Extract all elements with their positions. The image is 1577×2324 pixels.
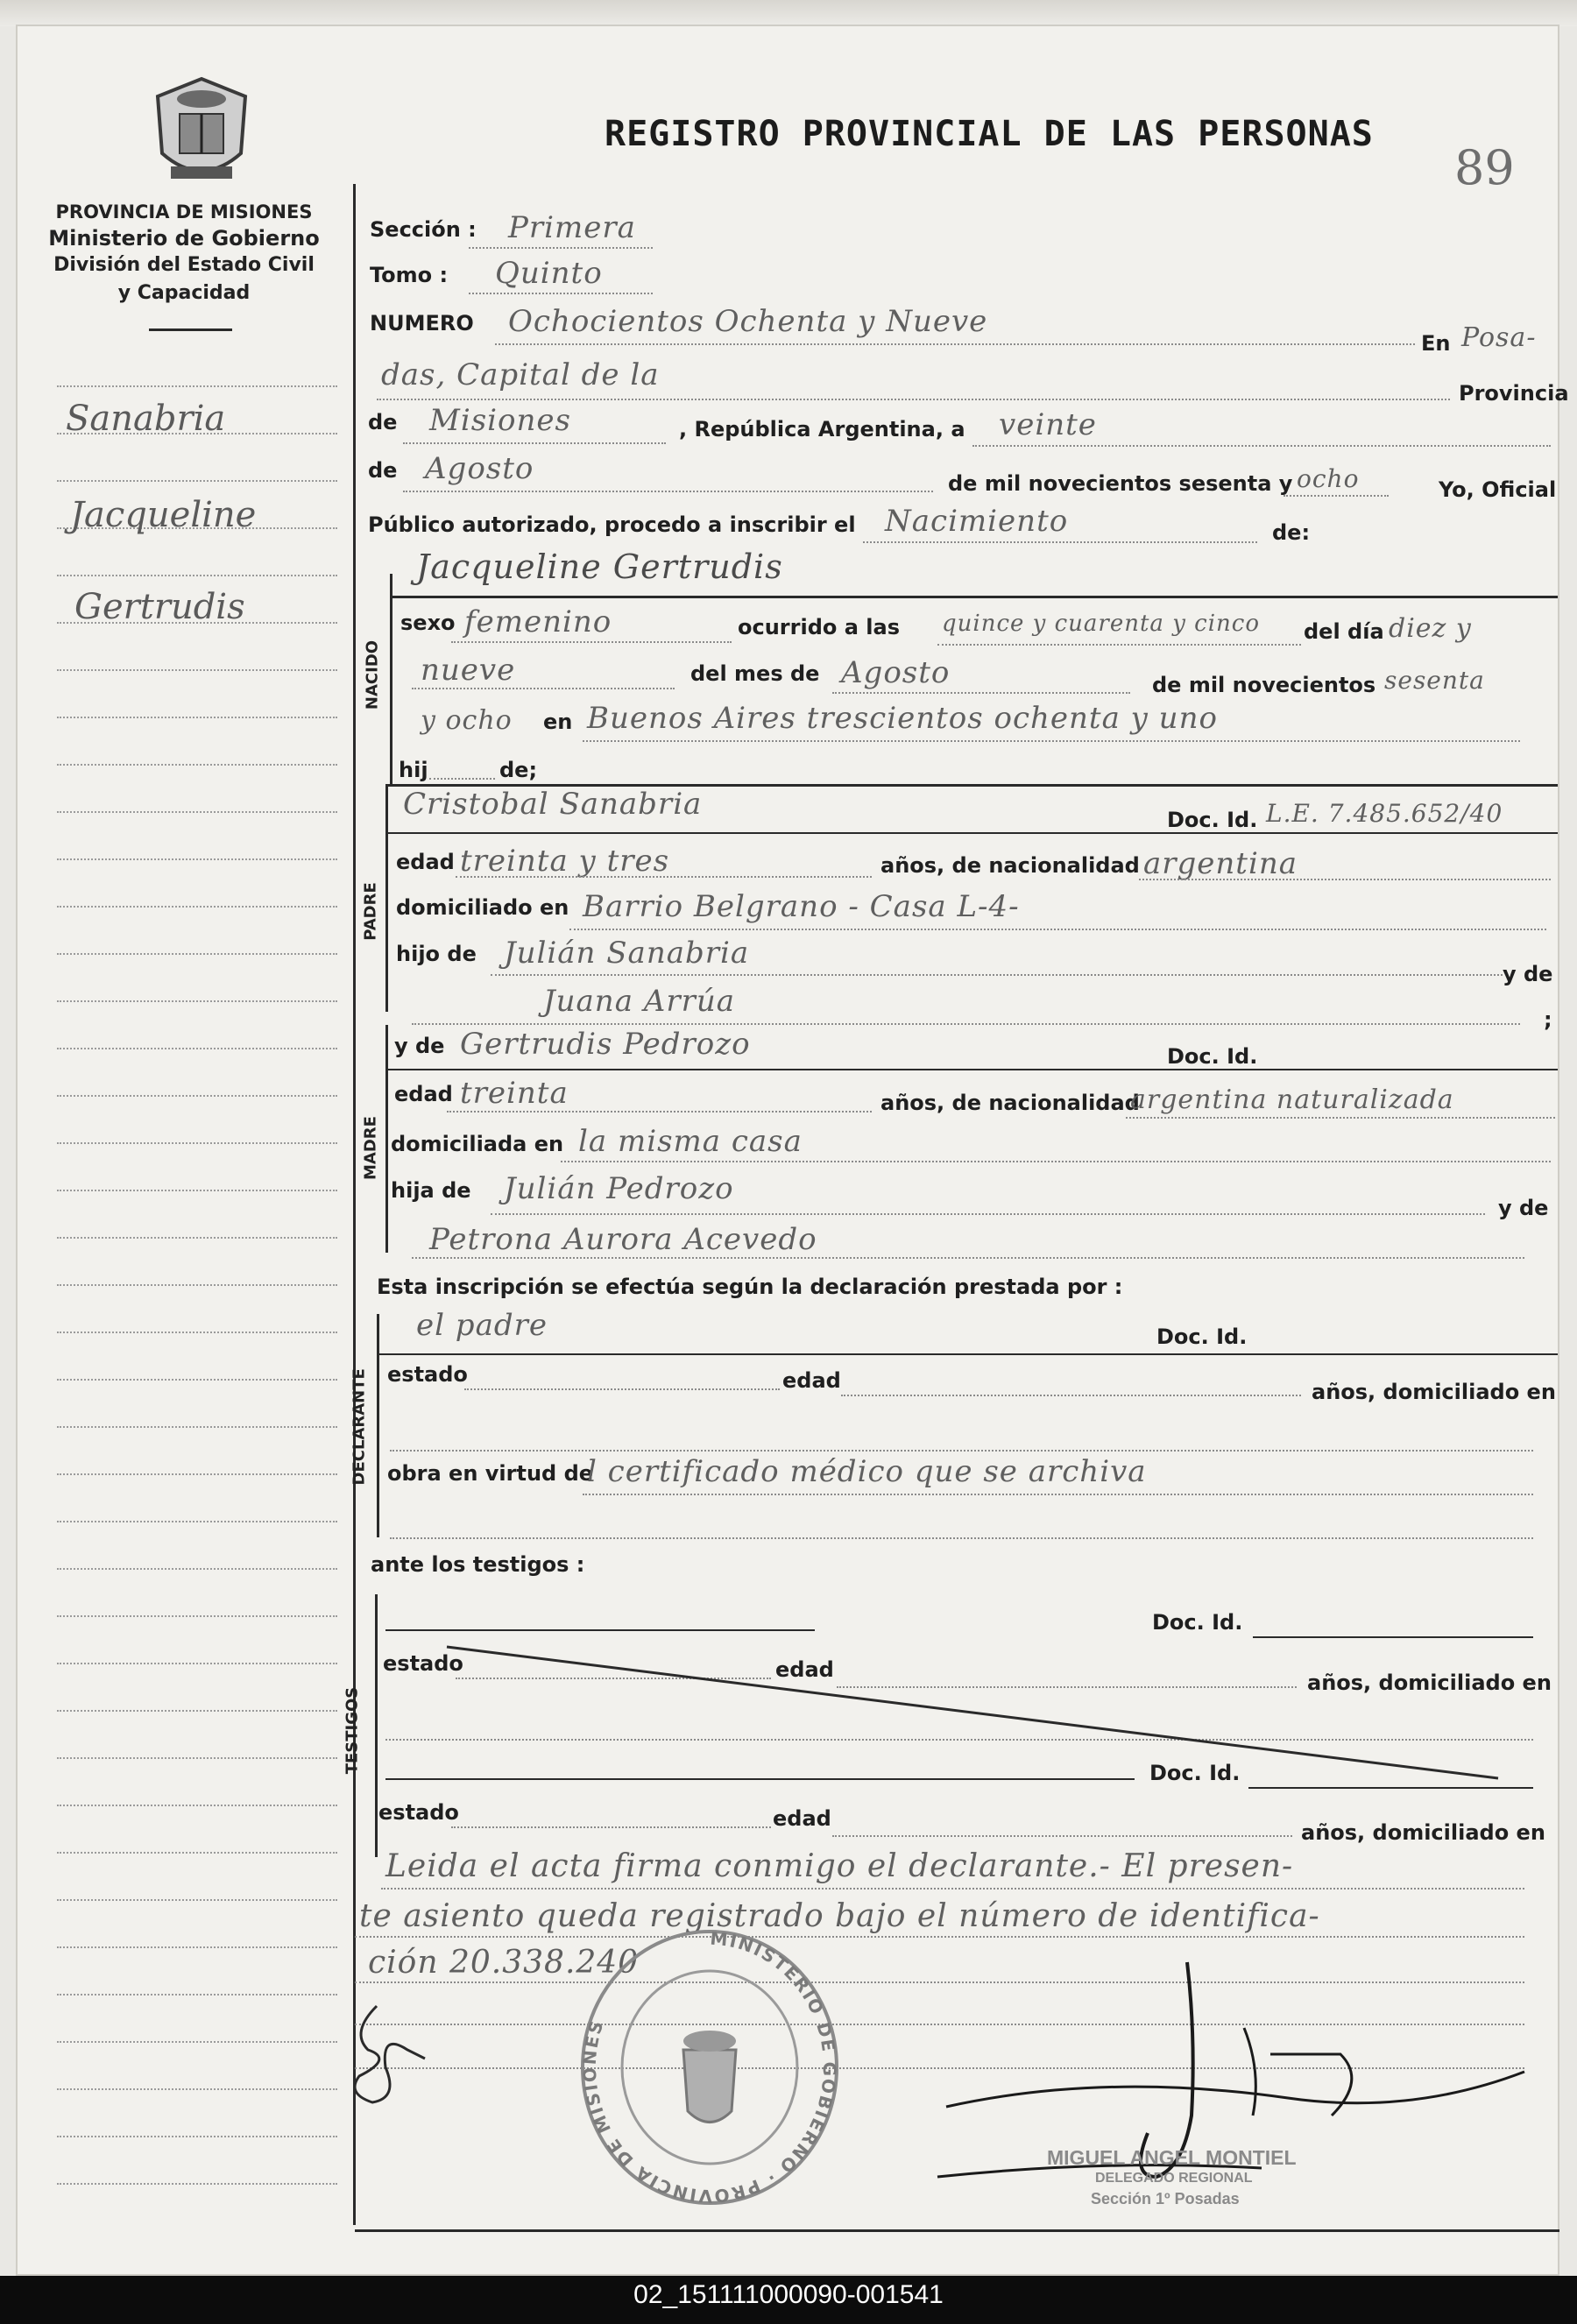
padre-edad-label: edad [396, 850, 455, 874]
dotted-line [456, 876, 872, 878]
capacity-name: y Capacidad [117, 282, 251, 304]
testigo2-edad-label: edad [773, 1806, 831, 1831]
testigo2-doc-label: Doc. Id. [1149, 1761, 1241, 1785]
padre-y-de-value: Juana Arrúa [543, 984, 736, 1019]
en-label: En [1421, 331, 1451, 356]
margin-dotted-line [57, 1568, 337, 1570]
declarante-estado-label: estado [387, 1362, 468, 1387]
dotted-line [583, 740, 1520, 742]
semicolon-label: ; [1544, 1007, 1552, 1032]
margin-dotted-line [57, 2136, 337, 2137]
testigo2-anos-label: años, domiciliado en [1301, 1820, 1545, 1845]
dotted-line [403, 491, 933, 492]
del-dia-label: del día [1304, 619, 1384, 644]
dotted-line [561, 1161, 1551, 1162]
margin-dotted-line [57, 575, 337, 576]
ciudad-cont: das, Capital de la [381, 357, 660, 392]
dotted-line [390, 1537, 1533, 1539]
margin-dotted-line [57, 1757, 337, 1759]
numero-value: Ochocientos Ochenta y Nueve [508, 304, 988, 339]
dia-value: veinte [999, 407, 1097, 442]
padre-domicilio-label: domiciliado en [396, 895, 569, 920]
dotted-line [495, 343, 1415, 345]
padre-doc-value: L.E. 7.485.652/40 [1266, 799, 1503, 828]
margin-dotted-line [57, 1805, 337, 1806]
closing-line-1: Leida el acta firma conmigo el declarante.- El presen- [385, 1848, 1294, 1884]
numero-label: NUMERO [370, 311, 474, 336]
madre-y-de-value: Petrona Aurora Acevedo [429, 1222, 817, 1257]
testigo1-anos-label: años, domiciliado en [1307, 1671, 1552, 1695]
dotted-line [412, 1023, 1520, 1025]
y-de-label: y de [1503, 962, 1553, 986]
del-mes-label: del mes de [690, 661, 820, 686]
madre-label: MADRE [361, 1116, 380, 1180]
section-rule [388, 832, 1558, 834]
sexo-value: femenino [464, 604, 612, 639]
margin-dotted-line [57, 1426, 337, 1428]
madre-y-de-label: y de [394, 1034, 445, 1058]
ocurrido-label: ocurrido a las [738, 615, 900, 639]
testigos-intro-label: ante los testigos : [371, 1552, 585, 1577]
padre-domicilio-value: Barrio Belgrano - Casa L-4- [583, 889, 1020, 924]
margin-dotted-line [57, 1521, 337, 1522]
officer-section: Sección 1º Posadas [1091, 2190, 1240, 2207]
mes-nac-value: Agosto [841, 655, 951, 690]
dotted-line [412, 1257, 1524, 1259]
seccion-value: Primera [508, 210, 636, 245]
margin-dotted-line [57, 1048, 337, 1049]
margin-dotted-line [57, 1663, 337, 1664]
section-bar [375, 1594, 378, 1857]
testigo-line [1248, 1787, 1533, 1789]
dotted-line [377, 399, 1450, 400]
declarante-doc-label: Doc. Id. [1156, 1324, 1248, 1349]
de-colon-label: de: [1272, 520, 1311, 545]
margin-surname: Sanabria [66, 399, 226, 439]
margin-dotted-line [57, 1852, 337, 1854]
section-rule [379, 1353, 1558, 1355]
dotted-line [464, 1388, 780, 1390]
section-bar [390, 574, 392, 784]
inscripcion-label: Esta inscripción se efectúa según la declaración prestada por : [377, 1275, 1123, 1299]
padre-nac-value: argentina [1143, 846, 1298, 881]
sexo-label: sexo [400, 611, 456, 635]
dia-nac-cont: nueve [421, 653, 516, 688]
hij-label: hij [399, 758, 428, 782]
dotted-line [1126, 1117, 1555, 1119]
dotted-line [972, 445, 1551, 447]
dotted-line [469, 247, 653, 249]
padre-nombre-value: Cristobal Sanabria [403, 787, 703, 822]
dotted-line [412, 688, 675, 689]
dotted-line [863, 541, 1257, 543]
declarante-anos-label: años, domiciliado en [1312, 1380, 1556, 1404]
nacido-label: NACIDO [363, 639, 382, 710]
coat-of-arms-icon [145, 74, 258, 193]
margin-dotted-line [57, 2041, 337, 2043]
padre-doc-label: Doc. Id. [1167, 808, 1258, 832]
dotted-line [583, 1494, 1533, 1495]
madre-anos-label: años, de nacionalidad [880, 1091, 1140, 1115]
madre-edad-value: treinta [460, 1076, 569, 1111]
dotted-line [569, 929, 1546, 930]
madre-hija-de-value: Julián Pedrozo [504, 1171, 734, 1206]
margin-dotted-line [57, 906, 337, 908]
margin-dotted-line [57, 717, 337, 718]
madre-y-de-label-2: y de [1498, 1196, 1549, 1220]
margin-dotted-line [57, 1379, 337, 1381]
nombre-value: Jacqueline Gertrudis [416, 547, 783, 586]
testigo-line [385, 1629, 815, 1631]
margin-dotted-line [57, 1000, 337, 1002]
dotted-line [832, 1835, 1292, 1837]
mes-value: Agosto [425, 451, 534, 486]
dotted-line [937, 644, 1301, 646]
officer-name: MIGUEL ANGEL MONTIEL [1047, 2146, 1297, 2169]
dotted-line [469, 293, 653, 294]
officer-role: DELEGADO REGIONAL [1095, 2171, 1253, 2186]
madre-doc-label: Doc. Id. [1167, 1044, 1258, 1069]
margin-dotted-line [57, 1899, 337, 1901]
section-bar [385, 784, 388, 1012]
ministry-name: Ministerio de Gobierno [48, 226, 320, 251]
margin-dotted-line [57, 858, 337, 860]
padre-label: PADRE [361, 882, 380, 941]
padre-hijo-de-value: Julián Sanabria [504, 936, 750, 971]
mil-sesenta-label: de mil novecientos sesenta y [948, 471, 1293, 496]
seal-text: MINISTERIO DE GOBIERNO · PROVINCIA DE MISIONES [578, 1927, 841, 2207]
seccion-label: Sección : [370, 217, 477, 242]
dotted-line [1284, 495, 1389, 497]
folio-number: 89 [1454, 140, 1515, 195]
header-underline [149, 328, 232, 331]
dotted-line [451, 1826, 771, 1828]
closing-line-2: te asiento queda registrado bajo el número de identifica- [359, 1898, 1320, 1934]
testigos-cancel-stroke [438, 1638, 1516, 1787]
testigos-label: TESTIGOS [343, 1686, 362, 1775]
publico-label: Público autorizado, procedo a inscribir el [368, 512, 856, 537]
yo-oficial-label: Yo, Oficial [1439, 477, 1557, 502]
image-caption: 02_151111000090-001541 [633, 2280, 944, 2309]
dotted-line [355, 1936, 1524, 1938]
margin-dotted-line [57, 1710, 337, 1712]
margin-dotted-line [57, 1615, 337, 1617]
ano-nac-cont: y ocho [421, 705, 513, 736]
dia-nac-value: diez y [1389, 613, 1472, 644]
madre-edad-label: edad [394, 1082, 453, 1106]
declarante-edad-label: edad [782, 1368, 841, 1393]
declarante-value: el padre [416, 1308, 548, 1343]
margin-dotted-line [57, 2088, 337, 2090]
obra-value: l certificado médico que se archiva [587, 1454, 1147, 1489]
ano-nac-value: sesenta [1384, 666, 1485, 695]
dotted-line [832, 692, 1130, 694]
closing-line-3: ción 20.338.240 [368, 1945, 640, 1981]
dotted-line [491, 1213, 1485, 1215]
scan-top-edge [0, 0, 1577, 26]
page-title: REGISTRO PROVINCIAL DE LAS PERSONAS [605, 114, 1374, 154]
acto-value: Nacimiento [885, 504, 1069, 539]
margin-dotted-line [57, 2183, 337, 2185]
republica-label: , República Argentina, a [679, 417, 965, 441]
dotted-line [390, 1450, 1533, 1452]
madre-nombre-value: Gertrudis Pedrozo [460, 1027, 751, 1062]
main-divider [353, 184, 356, 2225]
testigo1-doc-label: Doc. Id. [1152, 1610, 1243, 1635]
dotted-line [491, 974, 1503, 976]
provincia-label: Provincia [1459, 381, 1569, 406]
madre-domicilio-label: domiciliada en [391, 1132, 564, 1156]
margin-dotted-line [57, 811, 337, 813]
margin-dotted-line [57, 1946, 337, 1948]
margin-dotted-line [57, 953, 337, 955]
margin-dotted-line [57, 1284, 337, 1286]
margin-dotted-line [57, 385, 337, 387]
mil-nov-label: de mil novecientos [1152, 673, 1376, 697]
section-rule [388, 1069, 1558, 1070]
padre-anos-label: años, de nacionalidad [880, 853, 1140, 878]
margin-dotted-line [57, 1142, 337, 1144]
province-name: PROVINCIA DE MISIONES [55, 201, 313, 223]
de-semicolon-label: de; [499, 758, 538, 782]
obra-label: obra en virtud de [387, 1461, 594, 1486]
margin-dotted-line [57, 1237, 337, 1239]
testigo2-estado-label: estado [378, 1800, 459, 1825]
margin-dotted-line [57, 1190, 337, 1191]
testigo1-estado-label: estado [383, 1651, 463, 1676]
page-bottom-rule [355, 2229, 1559, 2232]
section-bar [385, 1025, 388, 1253]
division-name: División del Estado Civil [53, 254, 315, 276]
dotted-line [451, 641, 732, 643]
provincia-value: Misiones [429, 403, 571, 438]
lugar-nac-value: Buenos Aires trescientos ochenta y uno [587, 701, 1218, 736]
section-bar [377, 1314, 379, 1537]
declarante-label: DECLARANTE [350, 1368, 369, 1486]
dotted-line [841, 1395, 1301, 1396]
en-lower-label: en [543, 710, 573, 734]
margin-dotted-line [57, 1095, 337, 1097]
dotted-line [1139, 879, 1551, 880]
ano-value: ocho [1297, 464, 1360, 493]
margin-first-name: Jacqueline [70, 495, 257, 535]
tomo-label: Tomo : [370, 263, 449, 287]
de-label: de [368, 410, 398, 434]
section-rule [392, 596, 1558, 598]
padre-edad-value: treinta y tres [460, 844, 670, 879]
margin-dotted-line [57, 764, 337, 766]
tomo-value: Quinto [495, 256, 603, 291]
en-value: Posa- [1461, 322, 1537, 353]
de-label-2: de [368, 458, 398, 483]
official-seal-stamp [569, 1918, 850, 2216]
hijo-de-label: hijo de [396, 942, 477, 966]
margin-dotted-line [57, 669, 337, 671]
dotted-line [381, 1888, 1524, 1890]
margin-dotted-line [57, 1994, 337, 1996]
madre-domicilio-value: la misma casa [578, 1124, 803, 1159]
dotted-line [447, 1111, 872, 1113]
hija-de-label: hija de [391, 1178, 471, 1203]
margin-dotted-line [57, 1332, 337, 1333]
dotted-line [429, 778, 495, 780]
testigo1-edad-label: edad [775, 1657, 834, 1682]
declarant-signature [342, 1997, 438, 2120]
margin-dotted-line [57, 1473, 337, 1475]
dotted-line [403, 442, 666, 444]
margin-middle-name: Gertrudis [74, 587, 245, 627]
madre-nac-value: argentina naturalizada [1130, 1084, 1454, 1115]
margin-dotted-line [57, 480, 337, 482]
hora-value: quince y cuarenta y cinco [942, 611, 1260, 637]
